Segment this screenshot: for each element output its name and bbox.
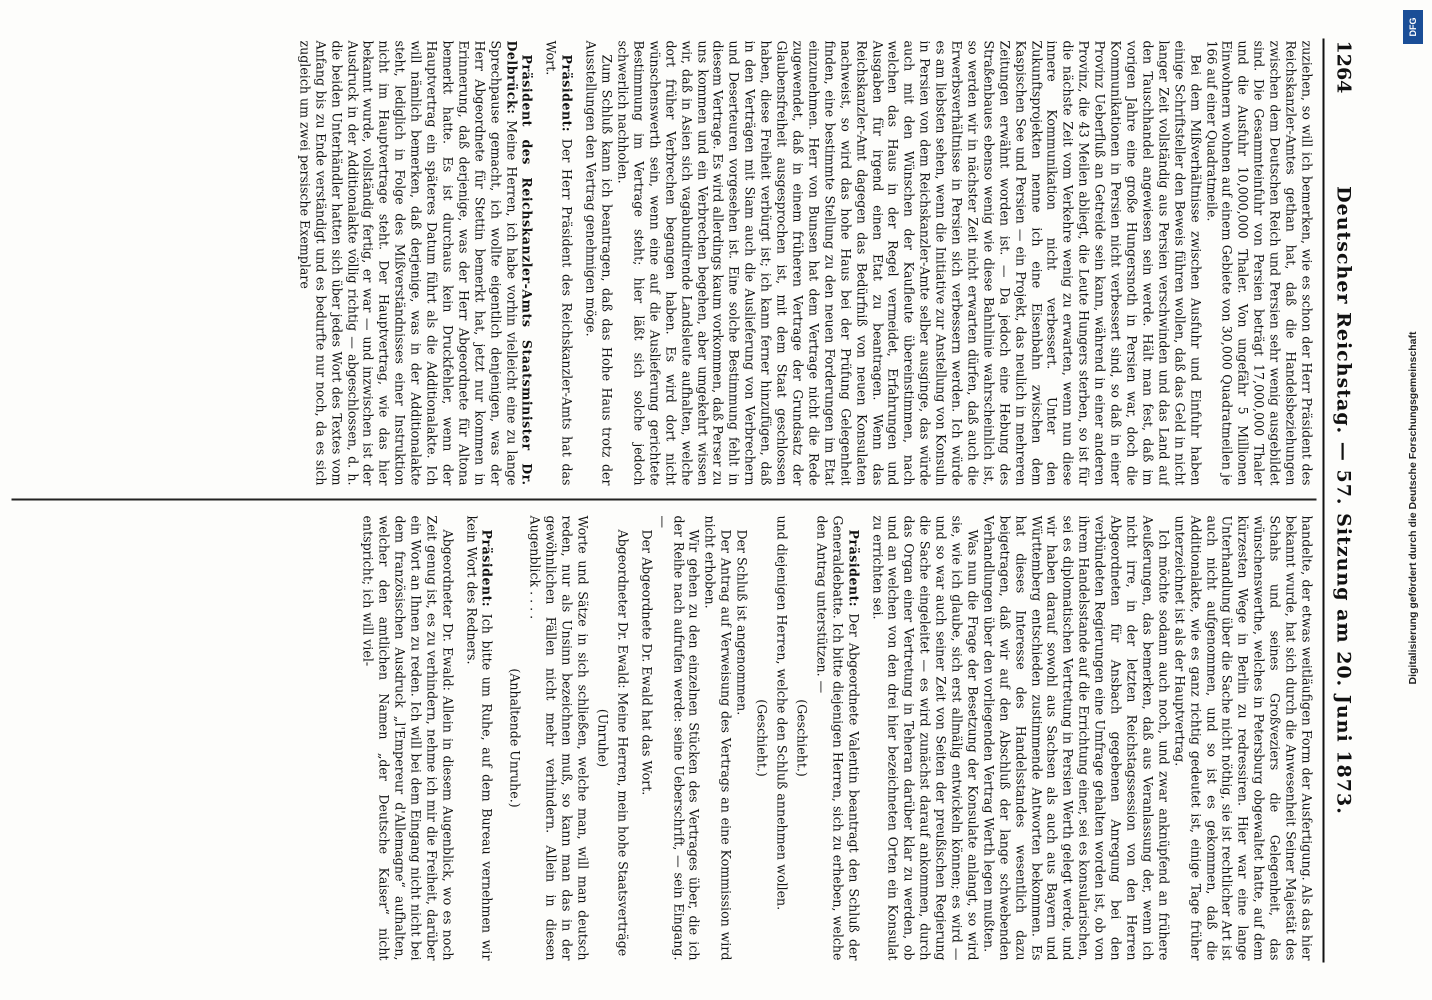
stage-direction: (Geschieht.) xyxy=(754,699,770,777)
running-head-title: Deutscher Reichstag. — 57. Sitzung am 20. Juni 1873. xyxy=(1332,186,1355,815)
left-column xyxy=(15,41,1315,486)
paragraph: Der Abgeordnete Dr. Ewald hat das Wort. xyxy=(639,529,655,796)
speech-text: Ich bitte um Ruhe, auf dem Bureau vernehmen wir kein Wort des Redners. xyxy=(464,515,495,961)
speech-text: Meine Herren, ich habe vorhin vielleicht eine zu lange Sprechpause gemacht, ich wollte eigentlich denjenigen, was der Herr Abgeordnete für Stettin bemerkt hat, jetzt nur kommen in Erinnerung, daß derjenige, was der Herr Abgeordnete für Altona bemerkt hatte. Es ist durchaus kein Druckfehler, wenn der Hauptvertrag ein späteres Datum führt als die Additionalakte. Ich will nämlich bemerken, daß derjenige, was in der Additionalakte steht, lediglich in Folge des Mißverständnisses einer Instruktion nicht im Hauptvertrage steht. Der Hauptvertrag, wie das hier bekannt wurde, vollständig fertig, er war — und inzwischen ist der Ausdruck in der Additionalakte völlig richtig — abgeschlossen, d. h. die beiden Unterhändler hatten sich über jedes Wort des Textes vom Anfang bis zu Ende verständigt und es bedurfte nur noch, da es sich zugleich um zwei persische Exemplare xyxy=(297,40,520,486)
paragraph: zuziehen, so will ich bemerken, wie es schon der Herr Präsident des Reichskanzler-Amtes gethan hat, daß die Handelsbeziehungen zwischen dem Deutschen Reich und Persien sehr wenig ausgebildet sind. Die Gesammteinfuhr von Persien beträgt 17,000,000 Thaler und die Ausfuhr 10,000,000 Thaler. Von ungefähr 5 Millionen Einwohnern wohnen auf einem Gebiete von 30,000 Quadratmeilen je 166 auf einer Quadratmeile. xyxy=(1204,40,1315,486)
paragraph: Der Schluß ist angenommen. xyxy=(734,529,750,716)
speech-paragraph xyxy=(543,41,575,486)
paragraph: Zum Schluß kann ich beantragen, daß das Hohe Haus trotz der Ausstellungen den Vertrag genehmigen möge. xyxy=(583,40,615,486)
speech-text: Allein in diesem Augenblick, wo es noch Zeit genug ist, es zu verhindern, nehme ich mir die Freiheit, darüber ein Wort an Ihnen zu reden. Ich will bei dem Eingang nicht nicht bei dem französischen Ausdruck „l'Empereur d'Allemagne“ aufhalten, welcher den amtlichen Namen „der Deutsche Kaiser“ nicht entspricht; ich will viel- xyxy=(360,515,456,961)
speaker-name: Abgeordneter Dr. Ewald: xyxy=(615,529,631,689)
speaker-name: Präsident: xyxy=(559,54,575,133)
paragraph: Der Antrag auf Verweisung des Vertrags an eine Kommission wird nicht erhoben. xyxy=(702,515,734,961)
speech-text: Der Herr Präsident des Reichskanzler-Amts hat das Wort. xyxy=(543,40,575,486)
paragraph: und diejenigen Herren, welche den Schluß annehmen wollen. xyxy=(774,515,790,911)
stage-direction: (Geschieht.) xyxy=(794,699,810,777)
speech-paragraph xyxy=(463,516,495,961)
speaker-name: Abgeordneter Dr. Ewald: xyxy=(440,529,456,691)
speaker-name: Präsident des Reichskanzler-Amts Staatsminister Dr. Delbrück: xyxy=(504,40,535,486)
stage-direction: (Unruhe) xyxy=(595,708,611,768)
rotated-page xyxy=(0,21,1373,981)
running-header xyxy=(1329,41,1355,961)
paragraph: Bei dem Mißverhältnisse zwischen Ausfuhr und Einfuhr haben einige Schriftsteller den Beweis führen wollen, daß das Geld in nicht langer Zeit vollständig aus Persien verschwinden und das Land auf den Tauschhandel angewiesen sein werde. Hält man fest, daß im vorigen Jahre eine große Hungersnoth in Persien war, doch die Kommunikationen in Persien nicht verbessert sind, so daß in einer Provinz Ueberfluß an Getreide sein kann, während in einer anderen Provinz, die 43 Meilen abliegt, die Leute Hungers sterben, so ist für die nächste Zeit vom Verkehre wenig zu erwarten, wenn nun diese innere Kommunikation nicht verbessert. Unter den Zukunftsprojekten nenne ich eine Eisenbahn zwischen dem Kaspischen See und Persien — ein Projekt, das neulich in mehreren Zeitungen erwähnt worden ist. — Da jedoch eine Hebung des Straßenbaues ebenso wenig wie diese Bahnlinie wahrscheinlich ist, so werden wir in nächster Zeit nicht erwarten dürfen, daß auch die Erwerbsverhältnisse in Persien sich verbessern werden. Ich würde es am liebsten sehen, wenn die Initiative zur Anstellung von Konsuln in Persien von dem Reichskanzler-Amte selber ausginge, das würde auch mit den Wünschen der Kaufleute übereinstimmen, nach welchen das Haus in der Regel vermeidet, Erfahrungen und Ausgaben für irgend einen Etat zu beantragen. Wenn das Reichskanzler-Amt dagegen das Bedürfniß von neuen Konsulaten nachweist, so wird das hohe Haus bei der Prüfung Gelegenheit finden, eine bestimmte Stellung zu den neuen Forderungen im Etat einzunehmen. Herr von Bunsen hat dem Vertrage nicht die Rede zugewendet, daß in einem früheren Vertrage der Grundsatz der Glaubensfreiheit ausgesprochen ist, mit dem Staat geschlossen haben, diese Freiheit verbürgt ist; ich kann ferner hinzufügen, daß in den Verträgen mit Siam auch die Auslieferung von Verbrechern und Deserteuren vorgesehen ist. Eine solche Bestimmung fehlt in diesem Vertrage. Es wird allerdings kaum vorkommen, daß Perser zu uns kommen und ein Verbrechen begehen, aber umgekehrt wissen wir, daß in Asien sich vagabundirende Landsleute aufhalten, welche dort früher Verbrechen begangen haben. Es wird dort nicht wünschenswerth sein, wenn eine auf die Auslieferung gerichtete Bestimmung im Vertrage steht; hier läßt sich solche jedoch schwerlich nachholen. xyxy=(615,40,1204,486)
funding-note xyxy=(1398,8,1428,992)
funding-note-text: Digitalisierung gefördert durch die Deutsche Forschungsgemeinschaft xyxy=(1407,331,1419,685)
stage-direction: (Anhaltende Unruhe.) xyxy=(507,668,523,808)
right-column xyxy=(15,516,1315,961)
paragraph: Worte und Sätze in sich schließen, welche man, will man deutsch reden, nur als Unsinn bezeichnen muß, so kann man das in der gewöhnlichen Fällen nicht mehr verhindern. Allein in diesen Augenblick . . . . xyxy=(527,515,591,961)
paragraph: Was nun die Frage der Besetzung der Konsulate anlangt, so wird sie, wie ich glaube, sich erst allmälig entwickeln können; es wird — und so war auch seiner Zeit von Seiten der preußischen Regierung die Sache eingeleitet — es wird zunächst darauf ankommen, durch das Organ einer Vertretung in Teheran darüber klar zu werden, ob und an welchen von den drei hier bezeichneten Orten ein Konsulat zu errichten sei. xyxy=(870,515,981,961)
speech-paragraph xyxy=(813,516,861,961)
speaker-name: Präsident: xyxy=(846,529,862,608)
speech-text: Meine Herren, mein hohe Staatsverträge xyxy=(615,692,631,957)
page-number: 1264 xyxy=(1332,40,1355,94)
dfg-logo: DFG xyxy=(1403,10,1423,44)
speech-paragraph xyxy=(614,516,630,961)
speech-text: Der Abgeordnete Valentin beantragt den Schluß der Generaldebatte. Ich bitte diejenigen Herren, sich zu erheben, welche den Antrag unterstützen. — xyxy=(814,515,862,961)
paragraph: Ich möchte sodann auch noch, und zwar anknüpfend an frühere Aeußerungen, das bemerken, daß aus Veranlassung der, wenn ich nicht irre, in der letzten Reichstagssession von den Herren Abgeordneten für Ansbach gegebenen Anregung bei den verbündeten Regierungen eine Umfrage gehalten worden ist, ob von ihrem Handelsstande auf die Errichtung einer, sei es konsularischen, sei es diplomatischen Vertretung in Persien Werth gelegt werde, und wir haben darauf sowohl aus Sachsen als auch aus Bayern und Württemberg entschieden zustimmende Antworten bekommen. Es hat dieses Interesse des Handelsstandes wesentlich dazu beigetragen, daß wir auf den Abschluß der lange schwebenden Verhandlungen über den vorliegenden Vertrag Werth legen mußten. xyxy=(981,515,1172,961)
paragraph: Wir gehen zu den einzelnen Stücken des Vertrages über, die ich der Reihe nach aufrufen werde: seine Ueberschrift, — sein Eingang. — xyxy=(655,515,702,961)
speech-paragraph xyxy=(296,41,535,486)
speaker-name: Präsident: xyxy=(480,529,495,608)
speech-paragraph xyxy=(360,516,455,961)
header-rule xyxy=(1323,39,1325,963)
column-divider xyxy=(12,499,1317,501)
paragraph: handelte, der etwas weitläufigen Form der Ausfertigung. Als das hier bekannt wurde, hat sich durch die Anwesenheit Seiner Majestät des Schahs und seines Großveziers die Gelegenheit, das wünschenswerthe, welches in Petersburg obgewaltet hatte, auf dem kürzesten Wege in Berlin zu redressiren. Hier war eine lange Unterhandlung über die Sache nicht nöthig, sie ist rechtlicher Art ist auch nicht aufgenommen, und so ist es gekommen, daß die Additionalakte, wie es ganz richtig gedeutet ist, einige Tage früher unterzeichnet ist als der Hauptvertrag. xyxy=(1172,515,1315,961)
